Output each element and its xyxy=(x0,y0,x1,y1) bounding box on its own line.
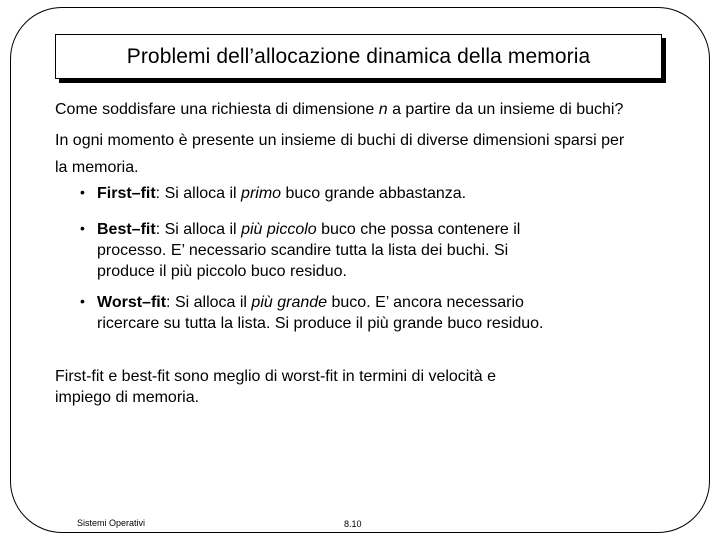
bullet-sep: : Si alloca il xyxy=(155,185,242,202)
bullet-emph: più grande xyxy=(251,294,328,311)
bullet-rest: produce il più piccolo buco residuo. xyxy=(97,263,347,280)
bullet-dot: • xyxy=(80,184,85,200)
conclusion-line-2: impiego di memoria. xyxy=(55,389,200,406)
footer-page-number: 8.10 xyxy=(344,519,362,529)
bullet-emph: primo xyxy=(241,185,282,202)
bullet-best-fit xyxy=(97,219,657,282)
conclusion-line-1: First-fit e best-fit sono meglio di worst-fit in termini di velocità e xyxy=(55,368,497,385)
bullet-rest: processo. E’ necessario scandire tutta la lista dei buchi. Si xyxy=(97,242,509,259)
intro-line-2: In ogni momento è presente un insieme di buchi di diverse dimensioni sparsi per xyxy=(55,132,625,149)
variable-n: n xyxy=(378,101,388,118)
bullet-emph: più piccolo xyxy=(241,221,317,238)
slide-title-text: Problemi dell’allocazione dinamica della memoria xyxy=(126,44,591,68)
slide-title xyxy=(55,34,662,79)
bullet-sep: : Si alloca il xyxy=(155,221,242,238)
bullet-rest: buco che possa contenere il xyxy=(316,221,521,238)
intro-text: a partire da un insieme di buchi? xyxy=(387,101,624,118)
bullet-dot: • xyxy=(80,293,85,309)
bullet-rest: buco. E’ ancora necessario xyxy=(327,294,524,311)
bullet-rest: buco grande abbastanza. xyxy=(281,185,467,202)
intro-text: Come soddisfare una richiesta di dimensione xyxy=(55,101,379,118)
bullet-worst-fit xyxy=(97,292,657,334)
bullet-sep: : Si alloca il xyxy=(166,294,252,311)
bullet-first-fit xyxy=(97,183,657,204)
bullet-term: First–fit xyxy=(97,185,156,202)
footer-course: Sistemi Operativi xyxy=(77,518,146,528)
bullet-term: Best–fit xyxy=(97,221,156,238)
intro-line-1 xyxy=(55,98,623,121)
bullet-rest: ricercare su tutta la lista. Si produce il più grande buco residuo. xyxy=(97,315,544,332)
intro-line-3: la memoria. xyxy=(55,159,139,176)
bullet-term: Worst–fit xyxy=(97,294,167,311)
bullet-dot: • xyxy=(80,220,85,236)
